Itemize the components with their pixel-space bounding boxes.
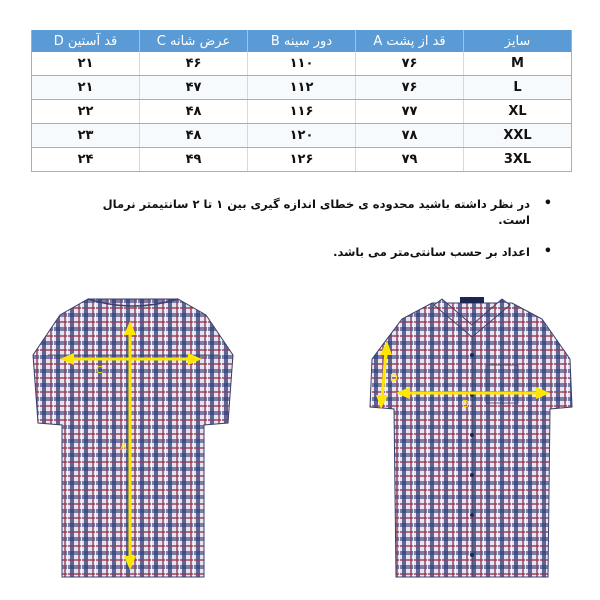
shirt-front-image <box>360 285 585 585</box>
header-chest: دور سینه B <box>248 30 356 52</box>
header-back-length: قد از پشت A <box>356 30 464 52</box>
header-size: سایز <box>464 30 572 52</box>
note-text: در نظر داشته باشید محدوده ی خطای اندازه گیری بین ۱ تا ۲ سانتیمتر نرمال است. <box>102 197 530 227</box>
cell-size: XXL <box>464 124 572 148</box>
measurement-notes <box>92 196 552 276</box>
label-c: C <box>96 365 103 376</box>
table-row <box>32 52 572 76</box>
cell-chest: ۱۱۶ <box>248 100 356 124</box>
size-chart-table <box>31 30 572 172</box>
cell-shoulder: ۴۶ <box>140 52 248 76</box>
note-text: اعداد بر حسب سانتی‌متر می باشد. <box>333 245 530 259</box>
label-d: D <box>390 373 398 384</box>
cell-shoulder: ۴۹ <box>140 148 248 172</box>
cell-sleeve: ۲۳ <box>32 124 140 148</box>
cell-sleeve: ۲۱ <box>32 76 140 100</box>
cell-shoulder: ۴۸ <box>140 100 248 124</box>
shirt-front-body <box>370 303 572 577</box>
label-b: B <box>462 399 469 410</box>
table-row <box>32 148 572 172</box>
note-measurement-error <box>92 196 552 228</box>
cell-shoulder: ۴۷ <box>140 76 248 100</box>
cell-size: M <box>464 52 572 76</box>
cell-size: 3XL <box>464 148 572 172</box>
note-units <box>92 244 552 260</box>
cell-back-length: ۷۷ <box>356 100 464 124</box>
label-a: A <box>120 442 127 453</box>
cell-chest: ۱۱۲ <box>248 76 356 100</box>
size-table-header-row <box>32 30 572 52</box>
cell-shoulder: ۴۸ <box>140 124 248 148</box>
shirt-back-image <box>28 285 238 585</box>
header-shoulder: عرض شانه C <box>140 30 248 52</box>
cell-back-length: ۷۹ <box>356 148 464 172</box>
cell-sleeve: ۲۴ <box>32 148 140 172</box>
cell-size: L <box>464 76 572 100</box>
bullet-icon: • <box>543 244 552 259</box>
table-row <box>32 100 572 124</box>
cell-size: XL <box>464 100 572 124</box>
bullet-icon: • <box>543 196 552 211</box>
cell-chest: ۱۲۶ <box>248 148 356 172</box>
cell-sleeve: ۲۱ <box>32 52 140 76</box>
header-sleeve: قد آستین D <box>32 30 140 52</box>
cell-back-length: ۷۶ <box>356 52 464 76</box>
cell-back-length: ۷۶ <box>356 76 464 100</box>
cell-sleeve: ۲۲ <box>32 100 140 124</box>
table-row <box>32 124 572 148</box>
cell-chest: ۱۱۰ <box>248 52 356 76</box>
cell-chest: ۱۲۰ <box>248 124 356 148</box>
table-row <box>32 76 572 100</box>
cell-back-length: ۷۸ <box>356 124 464 148</box>
shirt-back-body <box>33 299 233 577</box>
